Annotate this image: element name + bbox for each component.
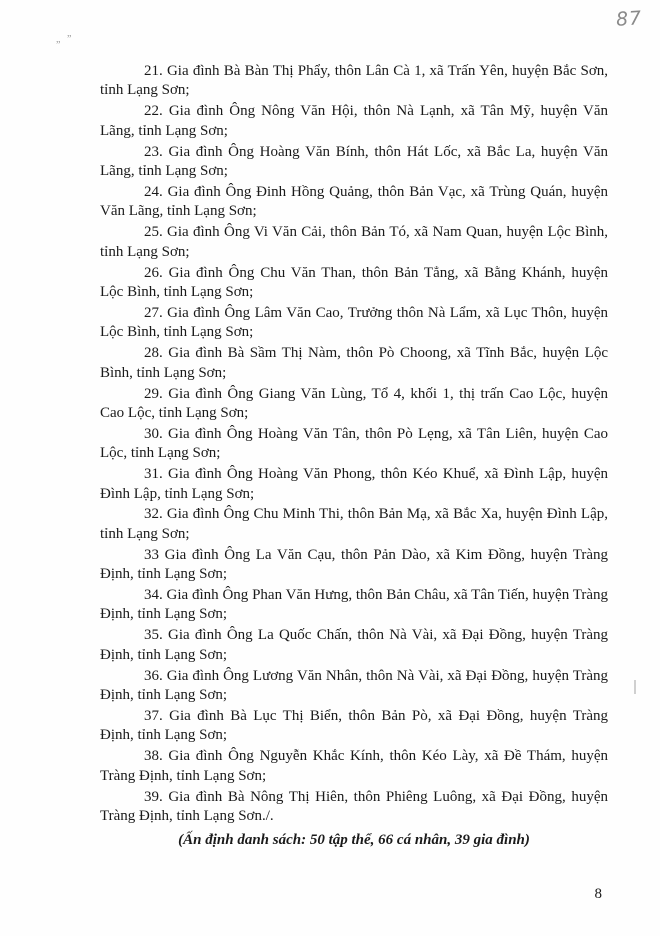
list-item: 39. Gia đình Bà Nông Thị Hiên, thôn Phiêng Luông, xã Đại Đồng, huyện Tràng Định, tỉnh Lạng Sơn./. [100,788,608,825]
list-item: 31. Gia đình Ông Hoàng Văn Phong, thôn Kéo Khuể, xã Đình Lập, huyện Đình Lập, tỉnh Lạng Sơn; [100,466,608,502]
list-item: 23. Gia đình Ông Hoàng Văn Bính, thôn Hát Lốc, xã Bắc La, huyện Văn Lãng, tỉnh Lạng Sơn; [100,143,608,180]
list-item: 21. Gia đình Bà Bàn Thị Phẩy, thôn Lân Cà 1, xã Trấn Yên, huyện Bắc Sơn, tỉnh Lạng Sơn; [100,63,608,99]
scan-speck [634,680,636,694]
list-item: 27. Gia đình Ông Lâm Văn Cao, Trưởng thôn Nà Lẩm, xã Lục Thôn, huyện Lộc Bình, tỉnh Lạng Sơn; [100,304,608,341]
list-item: 29. Gia đình Ông Giang Văn Lùng, Tổ 4, khối 1, thị trấn Cao Lộc, huyện Cao Lộc, tỉnh Lạng Sơn; [100,385,608,421]
list-item: 30. Gia đình Ông Hoàng Văn Tân, thôn Pò Lẹng, xã Tân Liên, huyện Cao Lộc, tỉnh Lạng Sơn; [100,425,608,462]
list-item: 36. Gia đình Ông Lương Văn Nhân, thôn Nà Vài, xã Đại Đồng, huyện Tràng Định, tỉnh Lạng Sơn; [100,667,608,704]
list-item: 35. Gia đình Ông La Quốc Chấn, thôn Nà Vài, xã Đại Đồng, huyện Tràng Định, tỉnh Lạng Sơn; [100,627,608,663]
list-item: 26. Gia đình Ông Chu Văn Than, thôn Bản Tẳng, xã Bằng Khánh, huyện Lộc Bình, tỉnh Lạng Sơn; [100,264,608,300]
handwritten-page-annotation: 87 [615,7,643,31]
list-item: 34. Gia đình Ông Phan Văn Hưng, thôn Bản Châu, xã Tân Tiến, huyện Tràng Định, tỉnh Lạng Sơn; [100,587,608,623]
list-item: 28. Gia đình Bà Sầm Thị Nàm, thôn Pò Choong, xã Tĩnh Bắc, huyện Lộc Bình, tỉnh Lạng Sơn; [100,345,608,381]
list-item: 38. Gia đình Ông Nguyễn Khắc Kính, thôn Kéo Lày, xã Đề Thám, huyện Tràng Định, tỉnh Lạng Sơn; [100,748,608,784]
corner-mark: „ ” [56,34,74,45]
list-item: 22. Gia đình Ông Nông Văn Hội, thôn Nà Lạnh, xã Tân Mỹ, huyện Văn Lãng, tỉnh Lạng Sơn; [100,103,608,139]
page-number: 8 [594,886,602,902]
list-item: 25. Gia đình Ông Vi Văn Cải, thôn Bản Tó, xã Nam Quan, huyện Lộc Bình, tỉnh Lạng Sơn; [100,224,608,260]
list-item: 37. Gia đình Bà Lục Thị Biển, thôn Bản Pò, xã Đại Đồng, huyện Tràng Định, tỉnh Lạng Sơn; [100,708,608,744]
entry-list [100,62,608,865]
summary-note: (Ấn định danh sách: 50 tập thể, 66 cá nhân, 39 gia đình) [178,832,530,849]
list-item: 24. Gia đình Ông Đinh Hồng Quảng, thôn Bản Vạc, xã Trùng Quán, huyện Văn Lãng, tỉnh Lạng Sơn; [100,183,608,220]
list-item: 32. Gia đình Ông Chu Minh Thi, thôn Bản Mạ, xã Bắc Xa, huyện Đình Lập, tỉnh Lạng Sơn; [100,506,608,542]
list-item: 33 Gia đình Ông La Văn Cạu, thôn Pản Dào, xã Kim Đồng, huyện Tràng Định, tỉnh Lạng Sơn; [100,546,608,583]
